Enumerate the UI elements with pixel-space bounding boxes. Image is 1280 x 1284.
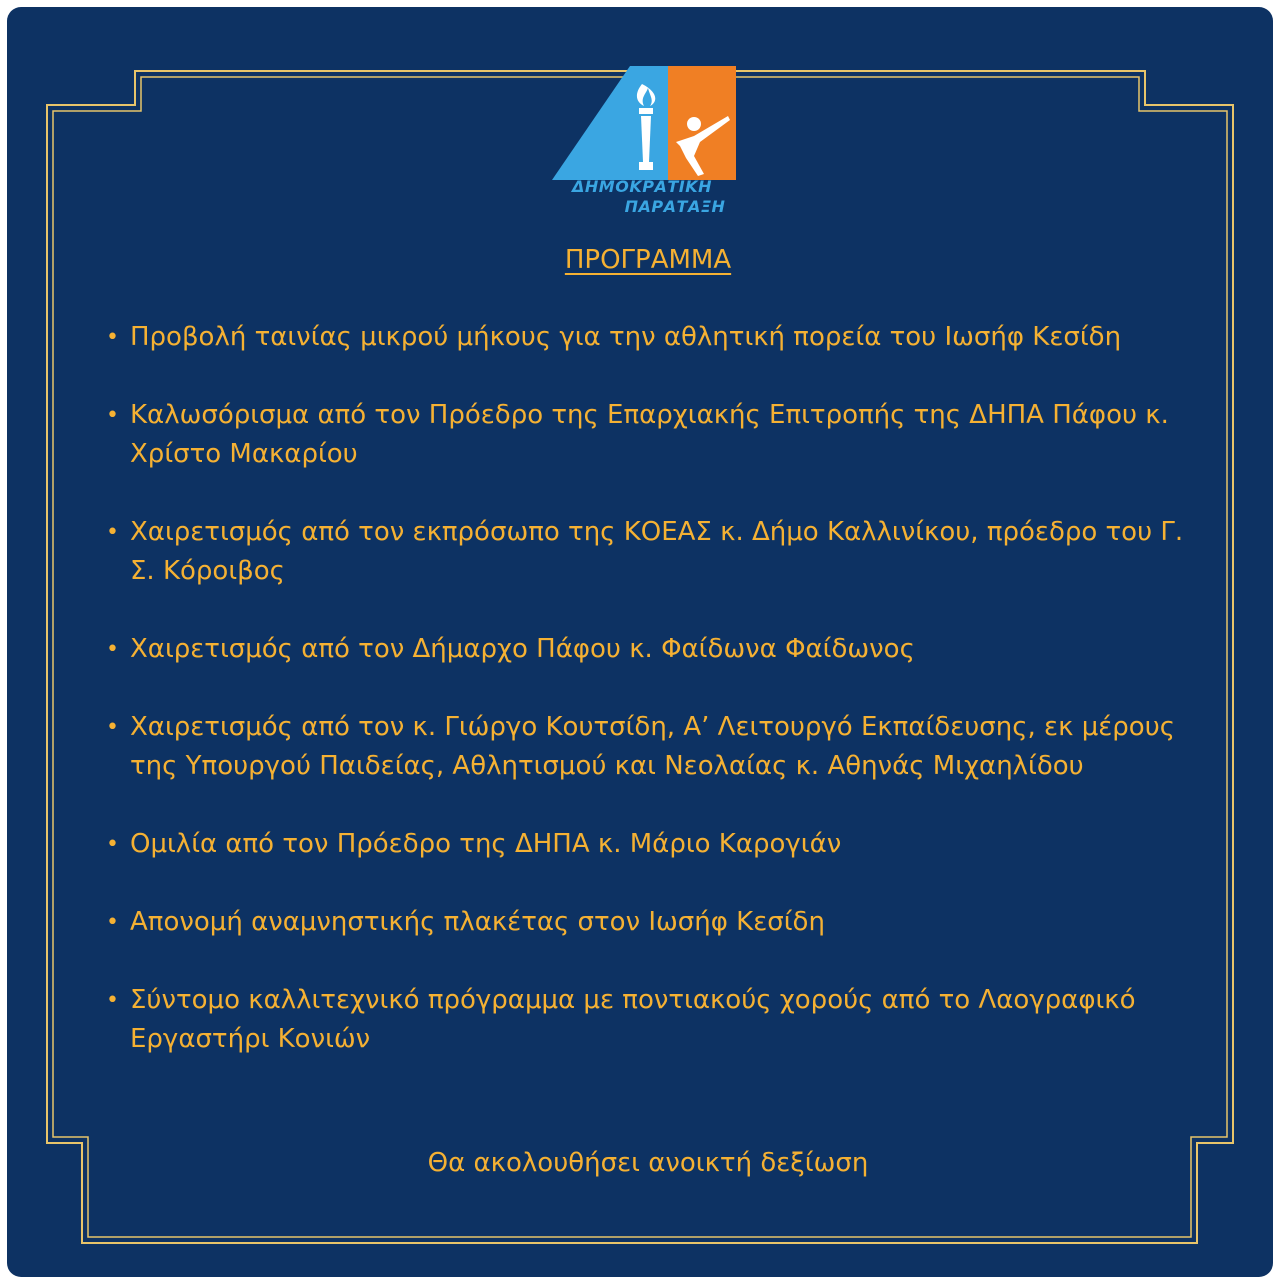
program-item — [106, 981, 1198, 1059]
program-item — [106, 396, 1198, 474]
program-item — [106, 903, 1198, 942]
program-item — [106, 630, 1198, 669]
bullet-icon: • — [106, 715, 119, 740]
bullet-icon: • — [106, 520, 119, 545]
program-item-text: Καλωσόρισμα από τον Πρόεδρο της Επαρχιακής Επιτροπής της ΔΗΠΑ Πάφου κ. Χρίστο Μακαρίου — [130, 400, 1169, 469]
closing-note: Θα ακολουθήσει ανοικτή δεξίωση — [427, 1148, 869, 1178]
program-item-text: Ομιλία από τον Πρόεδρο της ΔΗΠΑ κ. Μάριο Καρογιάν — [130, 829, 842, 859]
program-item-text: Σύντομο καλλιτεχνικό πρόγραμμα με ποντιακούς χορούς από το Λαογραφικό Εργαστήρι Κονιών — [130, 985, 1136, 1054]
bullet-icon: • — [106, 988, 119, 1013]
bullet-icon: • — [106, 910, 119, 935]
logo-text-line2: ΠΑΡΑΤΑΞΗ — [624, 197, 726, 216]
bullet-icon: • — [106, 832, 119, 857]
program-item-text: Απονομή αναμνηστικής πλακέτας στον Ιωσήφ Κεσίδη — [130, 907, 825, 937]
bullet-icon: • — [106, 325, 119, 350]
bullet-icon: • — [106, 403, 119, 428]
program-item-text: Χαιρετισμός από τον Δήμαρχο Πάφου κ. Φαίδωνα Φαίδωνος — [130, 634, 915, 664]
program-title-text: ΠΡΟΓΡΑΜΜΑ — [564, 245, 732, 275]
program-item-text: Χαιρετισμός από τον εκπρόσωπο της ΚΟΕΑΣ κ. Δήμο Καλλινίκου, πρόεδρο του Γ. Σ. Κόροιβος — [130, 517, 1184, 586]
program-item — [106, 825, 1198, 864]
program-item-text: Προβολή ταινίας μικρού μήκους για την αθλητική πορεία του Ιωσήφ Κεσίδη — [130, 322, 1122, 352]
program-item — [106, 513, 1198, 591]
program-item — [106, 318, 1198, 357]
bullet-icon: • — [106, 637, 119, 662]
program-title — [0, 242, 1280, 278]
program-item-text: Χαιρετισμός από τον κ. Γιώργο Κουτσίδη, Α’ Λειτουργό Εκπαίδευσης, εκ μέρους της Υπουργού Παιδείας, Αθλητισμού και Νεολαίας κ. Αθηνάς Μιχαηλίδου — [130, 712, 1176, 781]
program-list — [106, 318, 1198, 1059]
logo-text-line1: ΔΗΜΟΚΡΑΤΙΚΗ — [572, 177, 712, 196]
program-item — [106, 708, 1198, 786]
